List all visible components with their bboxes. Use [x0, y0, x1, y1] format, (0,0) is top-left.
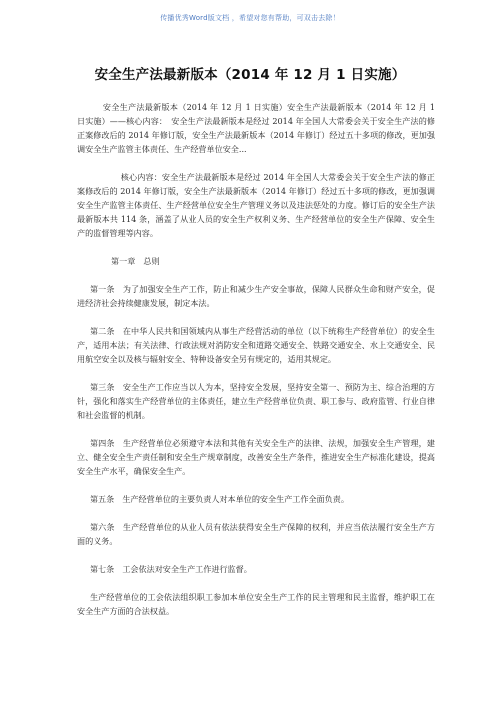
document-body [77, 100, 435, 618]
document-title: 安全生产法最新版本（2014 年 12 月 1 日实施） [94, 67, 406, 83]
article-4: 第四条 生产经营单位必须遵守本法和其他有关安全生产的法律、法规，加强安全生产管理，建立、健全安全生产责任制和安全生产规章制度，改善安全生产条件，推进安全生产标准化建设，提高安全生产水平，确保安全生产。 [77, 438, 435, 476]
header-banner: 传播优秀Word版文档 ，希望对您有帮助，可双击去除！ [160, 14, 340, 22]
article-6: 第六条 生产经营单位的从业人员有依法获得安全生产保障的权利，并应当依法履行安全生产方面的义务。 [77, 522, 435, 546]
article-2: 第二条 在中华人民共和国领域内从事生产经营活动的单位（以下统称生产经营单位）的安全生产，适用本法；有关法律、行政法规对消防安全和道路交通安全、铁路交通安全、水上交通安全、民用航空安全以及核与辐射安全、特种设备安全另有规定的，适用其规定。 [77, 326, 435, 364]
article-5: 第五条 生产经营单位的主要负责人对本单位的安全生产工作全面负责。 [89, 494, 349, 504]
article-7: 第七条 工会依法对安全生产工作进行监督。 [89, 564, 252, 574]
chapter-heading: 第一章 总则 [111, 256, 160, 266]
article-1: 第一条 为了加强安全生产工作，防止和减少生产安全事故，保障人民群众生命和财产安全，促进经济社会持续健康发展，制定本法。 [77, 284, 435, 308]
core-content-paragraph: 核心内容：安全生产法最新版本是经过 2014 年全国人大常委会关于安全生产法的修正案修改后的 2014 年修订版，安全生产法最新版本（2014 年修订）经过五十多项的修改，更加强调安全生产监管主体责任、生产经营单位安全生产管理义务以及违法惩处的力度。修订后的安全生产法最新版本共 114 条，涵盖了从业人员的安全生产权利义务、生产经营单位的安全生产保障、安全生产的监督管理等内容。 [77, 172, 435, 238]
article-7-clause-2: 生产经营单位的工会依法组织职工参加本单位安全生产工作的民主管理和民主监督，维护职工在安全生产方面的合法权益。 [77, 592, 435, 616]
summary-paragraph: 安全生产法最新版本（2014 年 12 月 1 日实施）安全生产法最新版本（2014 年 12 月 1 日实施）——核心内容： 安全生产法最新版本是经过 2014 年全国人大常委会关于安全生产法的修正案修改后的 2014 年修订版，安全生产法最新版本（2014 年修订）经过五十多项的修改，更加强调安全生产监管主体责任、生产经营单位安全... [77, 102, 435, 154]
article-3: 第三条 安全生产工作应当以人为本，坚持安全发展，坚持安全第一、预防为主、综合治理的方针，强化和落实生产经营单位的主体责任，建立生产经营单位负责、职工参与、政府监管、行业自律和社会监督的机制。 [77, 382, 435, 420]
